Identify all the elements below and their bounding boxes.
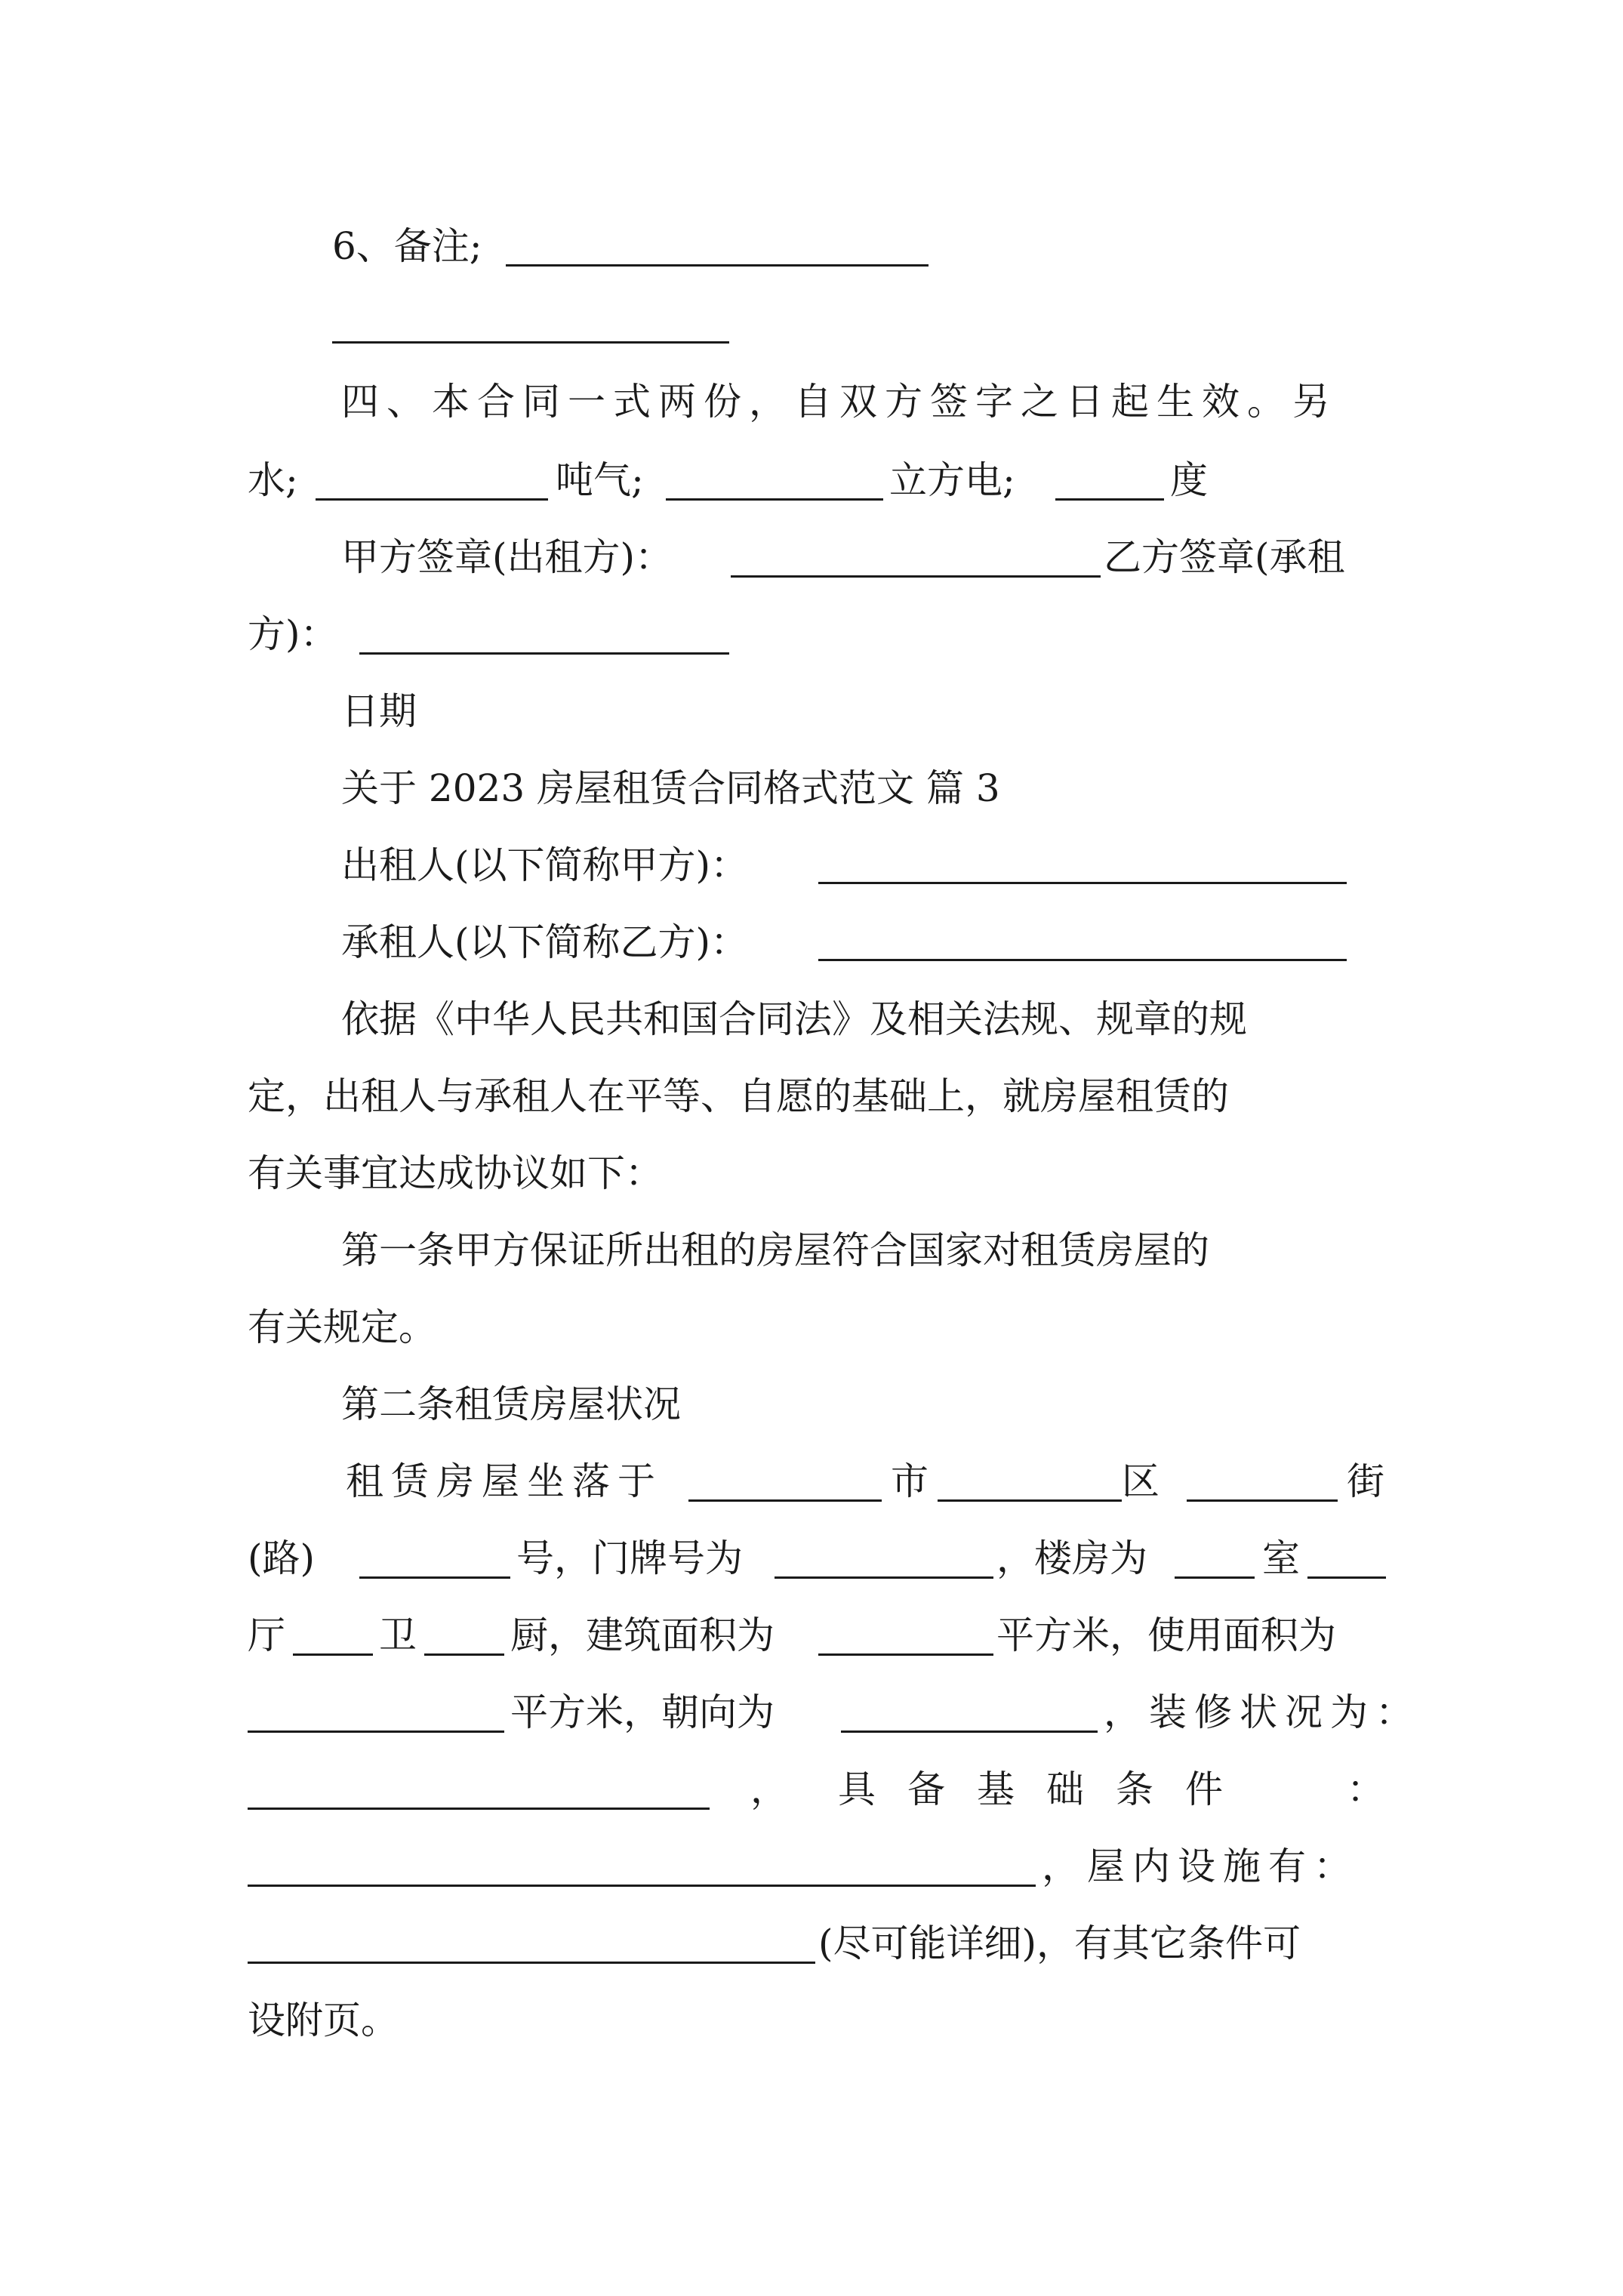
clause-4-line-1: 四、本合同一式两份，自双方签字之日起生效。另: [341, 380, 1338, 424]
party-b-signature-blank[interactable]: [359, 652, 729, 655]
street-blank[interactable]: [1187, 1499, 1338, 1502]
party-b-signature-label: 乙方签章(承租: [1104, 535, 1345, 579]
road-number-blank[interactable]: [359, 1576, 510, 1579]
road-label: (路): [248, 1536, 316, 1580]
decoration-label: ，装修状况为：: [1104, 1690, 1421, 1734]
facilities-blank[interactable]: [248, 1962, 815, 1964]
floor-area-label: 厨，建筑面积为: [510, 1613, 775, 1657]
usable-area-label: 平方米，使用面积为: [996, 1613, 1336, 1657]
house-number-blank[interactable]: [775, 1576, 993, 1579]
lessee-blank[interactable]: [818, 959, 1347, 961]
basic-conditions-blank[interactable]: [248, 1885, 1036, 1887]
comma-mark: ，: [750, 1767, 788, 1811]
basis-para-line-3: 有关事宜达成协议如下：: [248, 1151, 663, 1195]
article-2-heading: 第二条租赁房屋状况: [341, 1382, 681, 1426]
district-blank[interactable]: [938, 1499, 1122, 1502]
party-a-signature-blank[interactable]: [731, 575, 1101, 578]
rooms-blank[interactable]: [1175, 1576, 1255, 1579]
lessee-label: 承租人(以下简称乙方)：: [341, 920, 749, 964]
house-number-label: 号，门牌号为: [516, 1536, 743, 1580]
location-label: 租赁房屋坐落于: [346, 1459, 663, 1503]
water-blank[interactable]: [316, 498, 548, 501]
city-blank[interactable]: [688, 1499, 882, 1502]
utility-gas-label: 吨气;: [556, 458, 644, 502]
note-label: 6、备注;: [332, 224, 482, 268]
halls-label: 厅: [248, 1613, 285, 1657]
utility-unit-label: 度: [1170, 458, 1208, 502]
electric-blank[interactable]: [1055, 498, 1164, 501]
orientation-blank[interactable]: [841, 1730, 1098, 1733]
attachment-note: 设附页。: [248, 1999, 399, 2042]
detail-note: (尽可能详细)，有其它条件可: [818, 1922, 1301, 1965]
orientation-label: 平方米，朝向为: [510, 1690, 775, 1734]
section-title: 关于 2023 房屋租赁合同格式范文 篇 3: [341, 766, 1000, 810]
lessor-label: 出租人(以下简称甲方)：: [341, 843, 749, 887]
facilities-label: ，屋内设施有：: [1042, 1845, 1359, 1888]
baths-label: 卫: [379, 1613, 417, 1657]
district-label: 区: [1122, 1459, 1160, 1503]
floor-area-blank[interactable]: [818, 1653, 993, 1656]
kitchens-blank[interactable]: [424, 1653, 504, 1656]
baths-blank[interactable]: [293, 1653, 373, 1656]
decoration-blank[interactable]: [248, 1808, 710, 1810]
article-1-line-2: 有关规定。: [248, 1305, 436, 1349]
utility-water-label: 水;: [248, 458, 298, 502]
note-blank-2[interactable]: [332, 341, 729, 344]
date-label: 日期: [341, 689, 417, 733]
rooms-label: 室: [1262, 1536, 1300, 1580]
usable-area-blank[interactable]: [248, 1730, 504, 1733]
halls-blank[interactable]: [1307, 1576, 1386, 1579]
lessor-blank[interactable]: [818, 882, 1347, 884]
city-label: 市: [891, 1459, 929, 1503]
street-label: 街: [1347, 1459, 1384, 1503]
note-blank-1[interactable]: [506, 264, 929, 267]
utility-electric-label: 立方电;: [889, 458, 1015, 502]
party-b-signature-label-cont: 方)：: [248, 612, 338, 656]
party-a-signature-label: 甲方签章(出租方)：: [341, 535, 673, 579]
building-label: ，楼房为: [996, 1536, 1147, 1580]
article-1-line-1: 第一条甲方保证所出租的房屋符合国家对租赁房屋的: [341, 1228, 1209, 1272]
basis-para-line-1: 依据《中华人民共和国合同法》及相关法规、规章的规: [341, 997, 1247, 1041]
basic-conditions-label: 具备基础条件: [838, 1767, 1255, 1811]
basis-para-line-2: 定，出租人与承租人在平等、自愿的基础上，就房屋租赁的: [248, 1074, 1229, 1118]
colon-mark: ：: [1347, 1767, 1384, 1811]
gas-blank[interactable]: [666, 498, 883, 501]
